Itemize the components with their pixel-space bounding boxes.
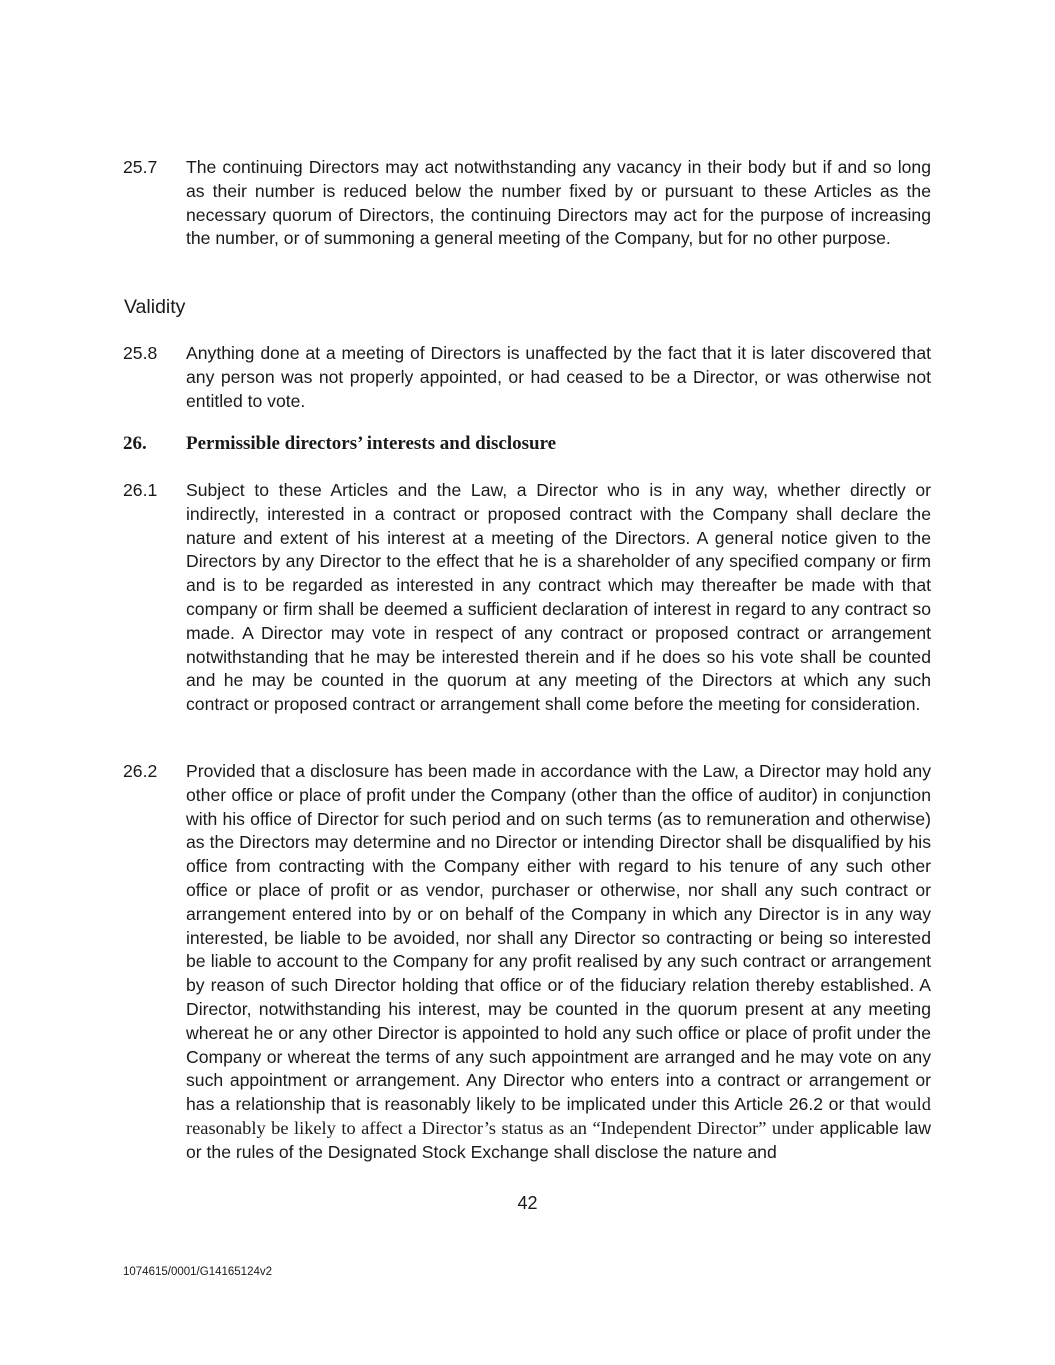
clause-26-1 [123,479,931,717]
clause-text-part: Provided that a disclosure has been made in accordance with the Law, a Director may hold any other office or place of profit under the Company (other than the office of auditor) in conjunction with his office of Director for such period and on such terms (as to remuneration and otherwise) as the Directors may determine and no Director or intending Director shall be disqualified by his office from contracting with the Company either with regard to his tenure of any such other office or place of profit or as vendor, purchaser or otherwise, nor shall any such contract or arrangement entered into by or on behalf of the Company in which any Director is in any way interested, be liable to be avoided, nor shall any Director so contracting or being so interested be liable to account to the Company for any profit realised by any such contract or arrangement by reason of such Director holding that office or of the fiduciary relation thereby established. A Director, notwithstanding his interest, may be counted in the quorum present at any meeting whereat he or any other Director is appointed to hold any such office or place of profit under the Company or whereat the terms of any such appointment are arranged and he may vote on any such appointment or arrangement. Any Director who enters into a contract or arrangement or has a relationship that is reasonably likely to be implicated under this Article 26.2 or that [186,761,931,1115]
clause-text-part: applicable law or the rules of the Designated Stock Exchange shall disclose the nature and [186,1117,931,1162]
clause-text: The continuing Directors may act notwithstanding any vacancy in their body but if and so long as their number is reduced below the number fixed by or pursuant to these Articles as the necessary quorum of Directors, the continuing Directors may act for the purpose of increasing the number, or of summoning a general meeting of the Company, but for no other purpose. [186,157,931,249]
clause-text-part-serif: would reasonably be likely to affect a Director’s status as an “Independent Director” under [186,1094,931,1138]
subheading-validity: Validity [124,296,186,318]
section-title: Permissible directors’ interests and disclosure [186,433,557,454]
clause-25-8 [123,342,931,413]
section-heading-26 [123,433,556,455]
document-reference: 1074615/0001/G14165124v2 [123,1266,273,1278]
clause-number: 25.8 [123,343,158,363]
section-number: 26. [123,433,147,454]
page-number: 42 [517,1193,538,1213]
clause-number: 26.1 [123,480,158,500]
clause-text: Subject to these Articles and the Law, a Director who is in any way, whether directly or indirectly, interested in a contract or proposed contract with the Company shall declare the nature and extent of his interest at a meeting of the Directors. A general notice given to the Directors by any Director to the effect that he is a shareholder of any specified company or firm and is to be regarded as interested in any contract which may thereafter be made with that company or firm shall be deemed a sufficient declaration of interest in regard to any contract so made. A Director may vote in respect of any contract or proposed contract or arrangement notwithstanding that he may be interested therein and if he does so his vote shall be counted and he may be counted in the quorum at any meeting of the Directors at which any such contract or proposed contract or arrangement shall come before the meeting for consideration. [186,480,931,715]
clause-26-2 [123,760,931,1165]
clause-text: Anything done at a meeting of Directors is unaffected by the fact that it is later discovered that any person was not properly appointed, or had ceased to be a Director, or was otherwise not entitled to vote. [186,343,931,411]
clause-number: 25.7 [123,157,158,177]
clause-text [186,760,931,1165]
clause-number: 26.2 [123,761,158,781]
clause-25-7 [123,156,931,251]
